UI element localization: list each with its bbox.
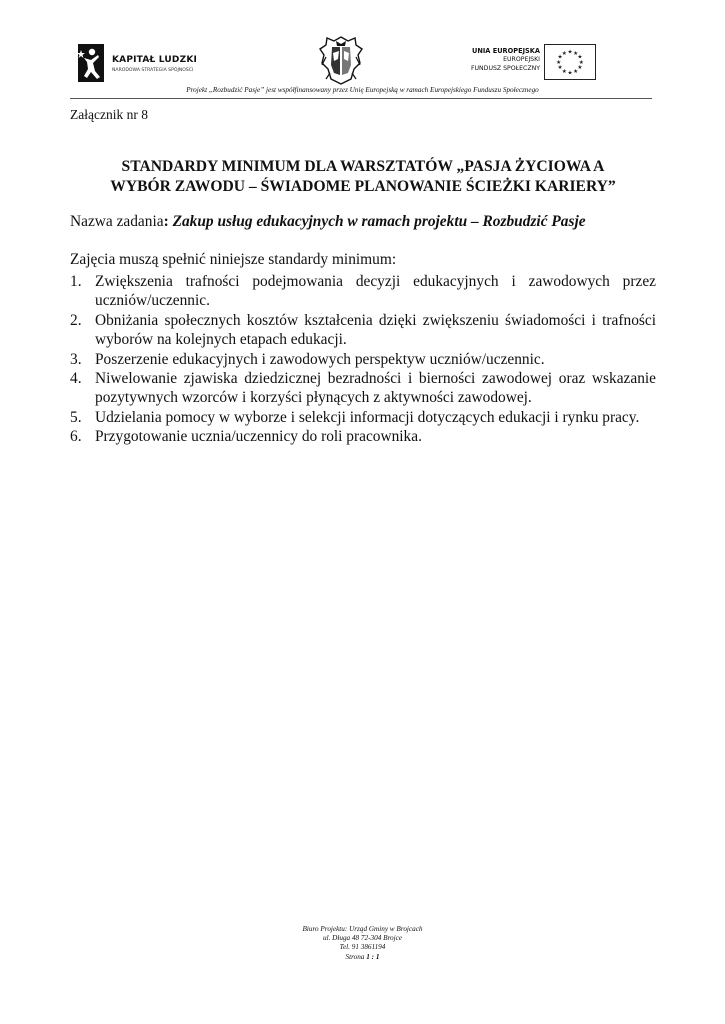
page-separator: : xyxy=(371,952,375,961)
eu-name: UNIA EUROPEJSKA xyxy=(471,47,540,55)
page-footer xyxy=(0,925,725,962)
svg-text:★: ★ xyxy=(561,50,567,57)
list-item-text: Przygotowanie ucznia/uczennicy do roli pracownika. xyxy=(95,428,422,446)
eu-fund-line2: FUNDUSZ SPOŁECZNY xyxy=(470,64,540,72)
list-item xyxy=(70,311,656,350)
list-item xyxy=(70,350,656,369)
list-item xyxy=(70,408,656,427)
page-label: Strona xyxy=(345,952,365,961)
svg-text:★: ★ xyxy=(577,65,583,72)
list-item xyxy=(70,369,656,408)
svg-text:★: ★ xyxy=(573,68,579,75)
svg-text:★: ★ xyxy=(567,70,573,77)
task-name xyxy=(70,213,586,231)
eu-logo xyxy=(470,44,596,84)
svg-text:★: ★ xyxy=(556,59,562,66)
eu-fund-line1: EUROPEJSKI xyxy=(503,56,540,63)
page-current: 1 xyxy=(366,952,370,961)
standards-intro: Zajęcia muszą spełnić niniejsze standardy minimum: xyxy=(70,251,397,268)
kapital-ludzki-mark-icon xyxy=(78,44,104,82)
list-item-number: 2. xyxy=(70,311,82,329)
task-value: Zakup usług edukacyjnych w ramach projektu – Rozbudzić Pasje xyxy=(172,213,586,230)
svg-text:★: ★ xyxy=(577,54,583,61)
svg-text:★: ★ xyxy=(578,59,584,66)
svg-text:★: ★ xyxy=(557,54,563,61)
svg-text:★: ★ xyxy=(557,65,563,72)
svg-text:★: ★ xyxy=(561,68,567,75)
header-divider xyxy=(70,98,652,99)
list-item-number: 1. xyxy=(70,273,82,290)
footer-phone: Tel. 91 3861194 xyxy=(339,943,386,952)
list-item-text: Niwelowanie zjawiska dziedzicznej bezradności i bierności zawodowej oraz wskazanie pozytywnych wzorców i korzyści płynących z aktywności zawodowej. xyxy=(95,370,656,407)
task-label: Nazwa zadania xyxy=(70,213,164,230)
page-header xyxy=(0,0,725,100)
document-title-line1: STANDARDY MINIMUM DLA WARSZTATÓW „PASJA ŻYCIOWA A xyxy=(121,158,605,175)
list-item xyxy=(70,427,656,446)
page-number xyxy=(0,953,725,962)
kapital-ludzki-logo xyxy=(78,44,208,84)
kapital-ludzki-title: KAPITAŁ LUDZKI xyxy=(112,55,198,65)
list-item-number: 5. xyxy=(70,408,82,426)
eu-flag-icon xyxy=(544,44,596,80)
list-item-number: 4. xyxy=(70,370,82,388)
project-cofinancing-note: Projekt „Rozbudzić Pasje” jest współfinansowany przez Unię Europejską w ramach Europejskiego Funduszu Społecznego xyxy=(186,86,539,94)
document-title xyxy=(70,157,656,196)
attachment-number: Załącznik nr 8 xyxy=(70,107,148,122)
svg-text:★: ★ xyxy=(573,50,579,57)
kapital-ludzki-subtitle: NARODOWA STRATEGIA SPÓJNOŚCI xyxy=(112,68,194,73)
list-item-number: 3. xyxy=(70,350,82,368)
list-item xyxy=(70,272,656,311)
list-item-text: Zwiększenia trafności podejmowania decyzji edukacyjnych i zawodowych przez uczniów/uczennic. xyxy=(95,273,656,310)
list-item-text: Poszerzenie edukacyjnych i zawodowych perspektyw uczniów/uczennic. xyxy=(95,350,545,368)
coat-of-arms-icon xyxy=(318,35,364,85)
page-total: 1 xyxy=(375,952,380,961)
list-item-number: 6. xyxy=(70,428,82,446)
standards-list xyxy=(70,272,656,447)
list-item-text: Obniżania społecznych kosztów kształcenia dzięki zwiększeniu świadomości i trafności wyborów na kolejnych etapach edukacji. xyxy=(95,311,656,349)
document-title-line2: WYBÓR ZAWODU – ŚWIADOME PLANOWANIE ŚCIEŻKI KARIERY” xyxy=(110,177,616,195)
svg-text:★: ★ xyxy=(567,49,573,56)
task-colon: : xyxy=(163,213,169,230)
footer-address: ul. Długa 48 72-304 Brojce xyxy=(323,934,402,943)
footer-office: Biuro Projektu: Urząd Gminy w Brojcach xyxy=(302,925,423,933)
list-item-text: Udzielania pomocy w wyborze i selekcji informacji dotyczących edukacji i rynku pracy. xyxy=(95,408,640,426)
